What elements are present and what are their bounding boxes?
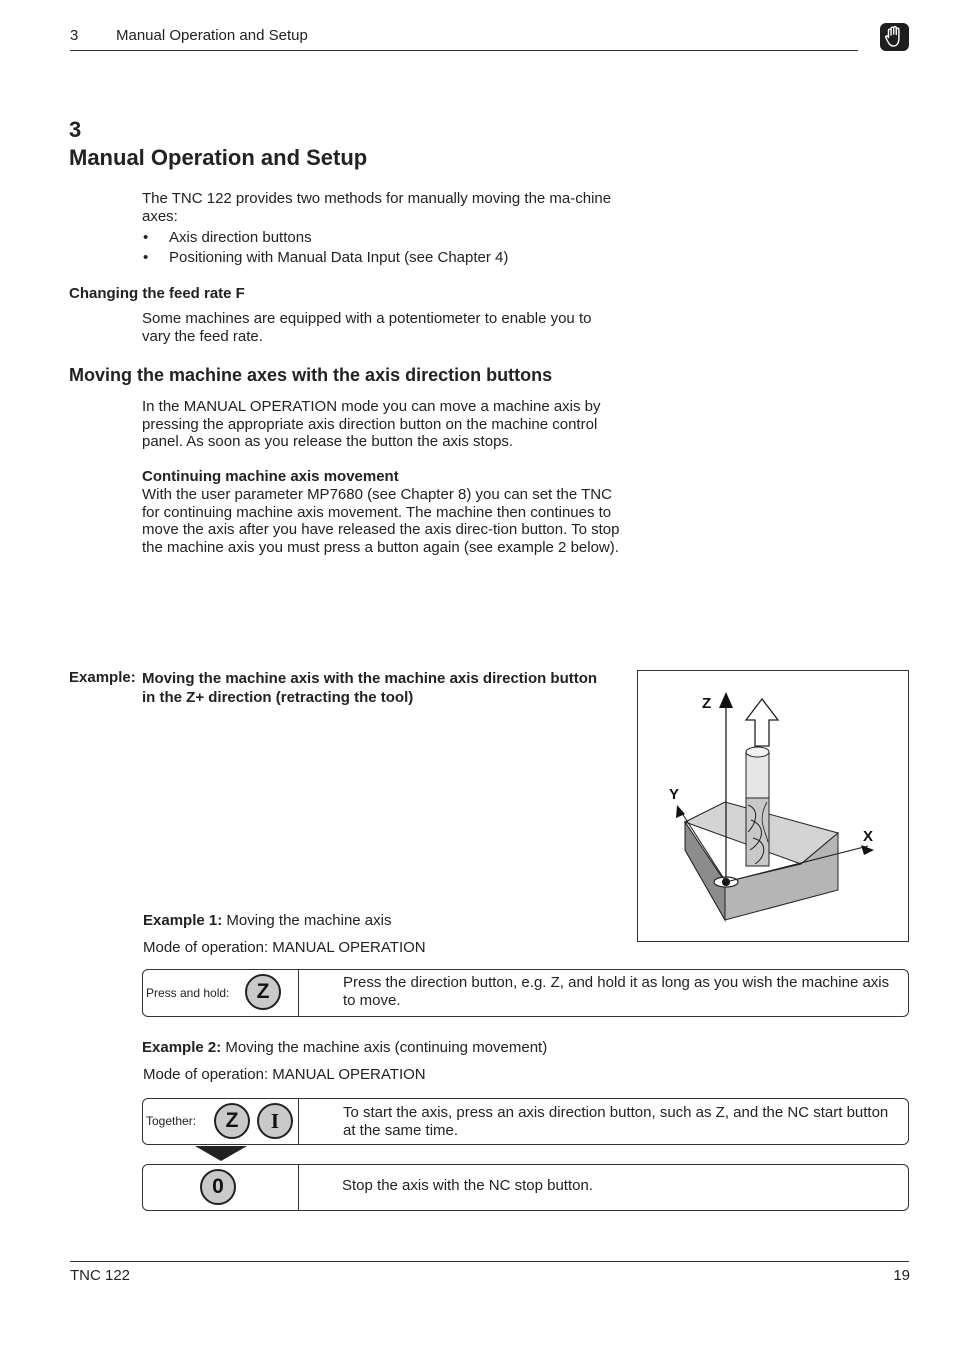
nc-stop-key: 0 [200,1169,236,1205]
header-rule [70,50,858,51]
press-and-hold-label: Press and hold: [146,986,230,1000]
example1-caption [143,912,391,929]
header-chapter-number: 3 [70,27,79,44]
step-divider [298,1098,299,1145]
chapter-title: Manual Operation and Setup [69,145,368,170]
example2-caption [142,1039,547,1056]
footer-product: TNC 122 [70,1267,131,1284]
header-chapter-title: Manual Operation and Setup [116,27,308,44]
footer-rule [70,1261,909,1262]
step-divider [298,969,299,1017]
axis-label-x: X [863,828,874,845]
example1-text: Moving the machine axis [226,912,392,929]
step-instruction: Press the direction button, e.g. Z, and hold it as long as you wish the machine axis to move. [343,974,890,1009]
axis-label-y: Y [669,786,680,803]
continuing-movement-heading: Continuing machine axis movement [142,468,399,485]
example2-mode: Mode of operation: MANUAL OPERATION [143,1066,426,1083]
example2-text: Moving the machine axis (continuing movement) [225,1039,548,1056]
chapter-number: 3 [69,117,82,142]
workpiece-illustration [637,670,909,942]
nc-start-key: I [257,1103,293,1139]
moving-axes-heading: Moving the machine axes with the axis direction buttons [69,365,553,385]
bullet-item: Axis direction buttons [169,229,312,246]
bullet-dot: • [143,249,149,266]
example1-mode: Mode of operation: MANUAL OPERATION [143,939,426,956]
z-axis-key: Z [245,974,281,1010]
step-instruction: To start the axis, press an axis direction button, such as Z, and the NC start button at the same time. [343,1104,889,1139]
step-divider [298,1164,299,1211]
step-instruction: Stop the axis with the NC stop button. [342,1177,593,1194]
axis-label-z: Z [702,695,712,712]
feed-rate-heading: Changing the feed rate F [69,285,245,302]
example1-label: Example 1: [143,912,223,929]
hand-icon [880,23,909,51]
z-axis-key: Z [214,1103,250,1139]
together-label: Together: [146,1114,197,1128]
example2-label: Example 2: [142,1039,222,1056]
bullet-dot: • [143,229,149,246]
continuing-movement-paragraph: With the user parameter MP7680 (see Chapter 8) you can set the TNC for continuing machine axis movement. The machine then continues to move the axis after you have released the axis direc-tion button. To stop the machine axis you must press a button again (see example 2 below). [142,486,620,556]
feed-rate-paragraph: Some machines are equipped with a potentiometer to enable you to vary the feed rate. [142,310,592,345]
moving-axes-paragraph: In the MANUAL OPERATION mode you can move a machine axis by pressing the appropriate axis direction button on the machine control panel. As soon as you release the button the axis stops. [142,398,601,451]
intro-paragraph: The TNC 122 provides two methods for manually moving the ma-chine axes: [142,190,612,225]
next-step-arrow-icon [195,1146,247,1162]
bullet-item: Positioning with Manual Data Input (see Chapter 4) [169,249,509,266]
page-number: 19 [893,1267,910,1284]
example-title: Moving the machine axis with the machine axis direction button in the Z+ direction (retracting the tool) [142,670,598,706]
example-label: Example: [69,669,136,686]
